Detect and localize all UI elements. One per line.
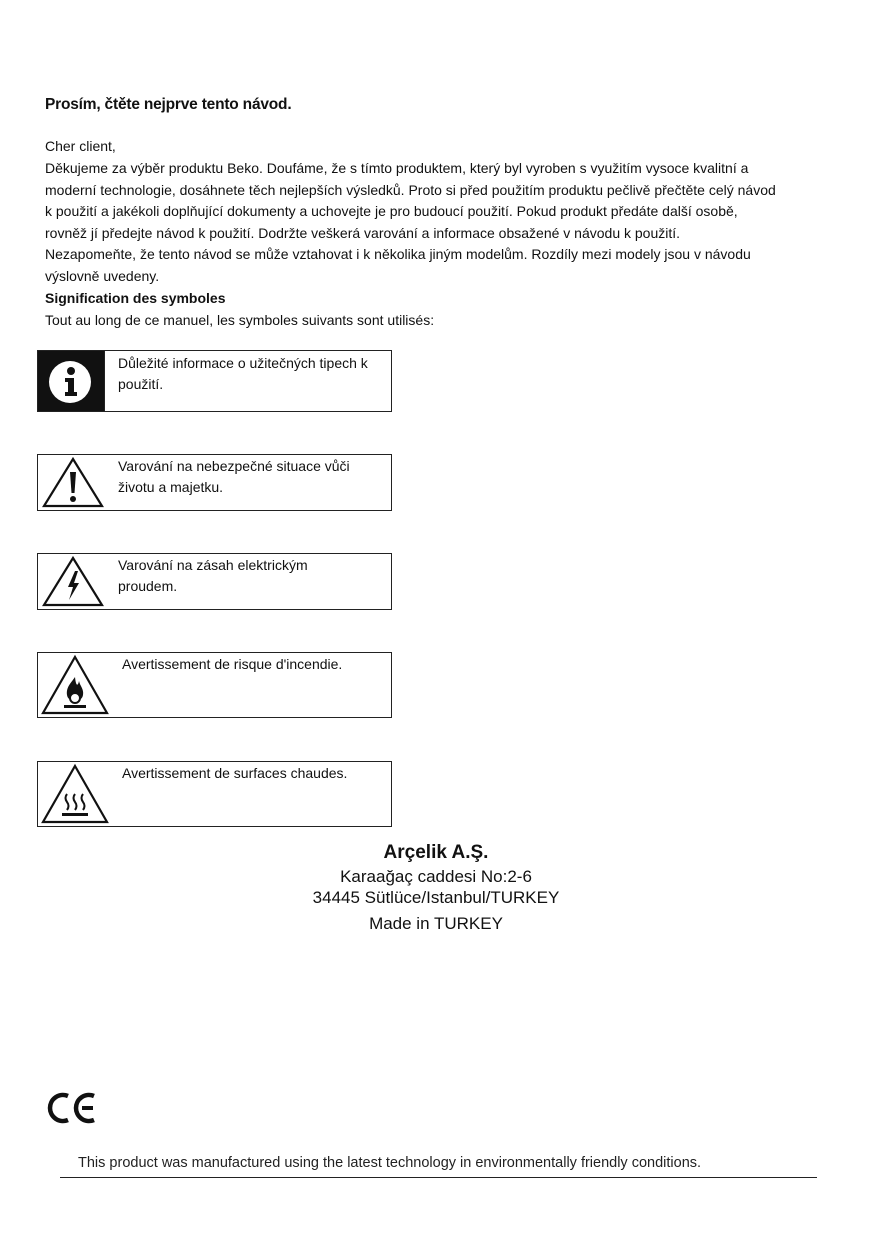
symbol-text-line: Varování na zásah elektrickým	[118, 557, 308, 573]
ce-mark-icon	[44, 1088, 100, 1133]
symbol-text-line: Varování na nebezpečné situace vůči	[118, 458, 350, 474]
intro-line: rovněž jí předejte návod k použití. Dodržte veškerá varování a informace obsažené v návodu k použití.	[45, 224, 681, 241]
symbols-title: Signification des symboles	[45, 290, 226, 306]
company-name: Arçelik A.Ş.	[383, 842, 489, 863]
warning-icon	[38, 455, 108, 510]
fire-hazard-icon	[38, 653, 112, 717]
symbol-box-electric-shock	[37, 553, 392, 610]
symbol-text-line: Avertissement de risque d'incendie.	[122, 656, 343, 672]
intro-line: k použití a jakékoli doplňující dokumenty a uchovejte je pro budoucí použití. Pokud produkt předáte další osobě,	[45, 203, 738, 219]
symbol-box-fire-hazard	[37, 652, 392, 718]
electric-shock-icon	[38, 554, 108, 609]
hot-surface-icon	[38, 762, 112, 826]
symbol-text-line: použití.	[118, 376, 164, 392]
symbol-text-line: Důležité informace o užitečných tipech k	[118, 355, 368, 371]
intro-line: výslovně uvedeny.	[45, 267, 160, 284]
symbol-box-warning	[37, 454, 392, 511]
symbol-text-line: životu a majetku.	[118, 479, 224, 495]
intro-paragraph	[45, 158, 845, 287]
address-line: Karaağaç caddesi No:2-6	[340, 867, 532, 886]
intro-line: Nezapomeňte, že tento návod se může vztahovat i k několika jiným modelům. Rozdíly mezi modely jsou v návodu	[45, 246, 751, 262]
company-address	[0, 866, 872, 908]
footer-note: This product was manufactured using the latest technology in environmentally friendly conditions.	[78, 1155, 702, 1171]
symbol-box-hot-surface	[37, 761, 392, 827]
symbols-intro: Tout au long de ce manuel, les symboles suivants sont utilisés:	[45, 312, 435, 328]
page-heading: Prosím, čtěte nejprve tento návod.	[45, 96, 292, 113]
salutation: Cher client,	[45, 138, 116, 154]
symbol-text-line: proudem.	[118, 578, 178, 594]
intro-line: Děkujeme za výběr produktu Beko. Doufáme, že s tímto produktem, který byl vyroben s využitím vysoce kvalitní a	[45, 160, 749, 176]
symbol-text-line: Avertissement de surfaces chaudes.	[122, 765, 348, 781]
made-in-label: Made in TURKEY	[369, 914, 503, 933]
intro-line: moderní technologie, dosáhnete těch nejlepších výsledků. Proto si před použitím produktu pečlivě přečtěte celý návod	[45, 181, 776, 198]
address-line: 34445 Sütlüce/Istanbul/TURKEY	[312, 888, 560, 907]
footer-divider	[60, 1177, 817, 1178]
info-icon	[38, 351, 105, 411]
symbol-box-info	[37, 350, 392, 412]
